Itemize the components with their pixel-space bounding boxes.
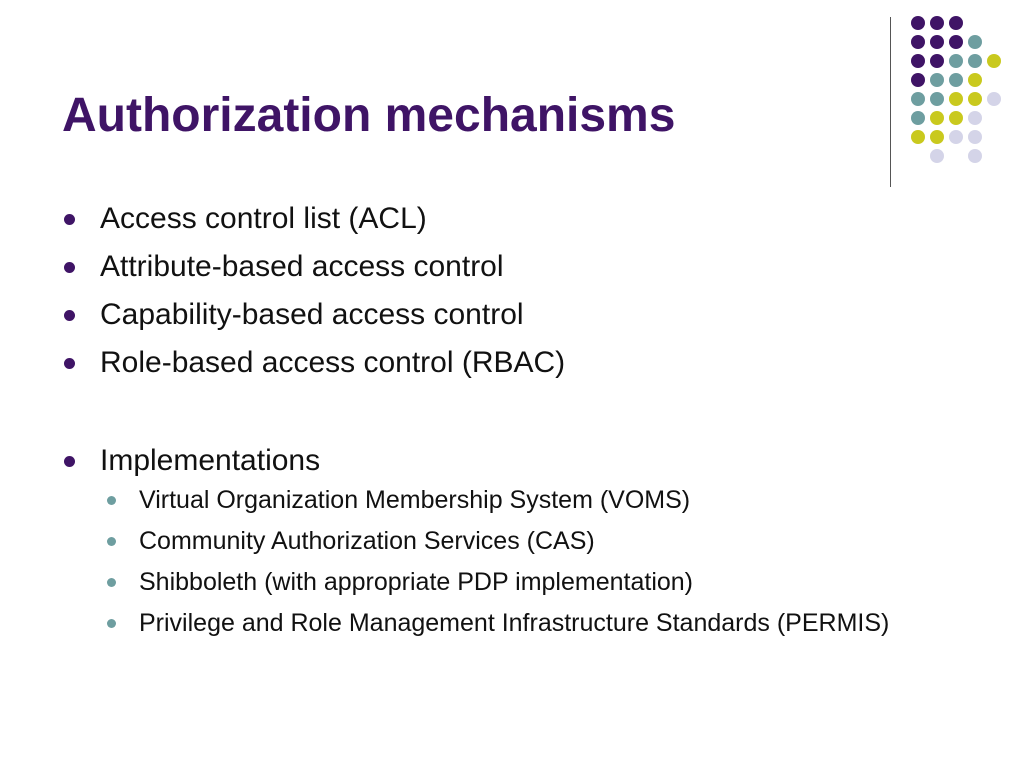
bullet-dot-icon: [64, 456, 75, 467]
slide-content: [62, 195, 962, 638]
decorative-dot: [930, 16, 944, 30]
decorative-dot: [949, 35, 963, 49]
sub-bullet-dot-icon: [107, 496, 116, 505]
decorative-dot: [911, 111, 925, 125]
decorative-dot: [968, 92, 982, 106]
decorative-dot: [911, 73, 925, 87]
decorative-dot: [968, 35, 982, 49]
bullet-text: Implementations: [100, 444, 321, 477]
decorative-dot: [949, 16, 963, 30]
bullet-dot-icon: [64, 214, 75, 225]
sub-bullet-text: Shibboleth (with appropriate PDP implementation): [139, 568, 694, 596]
decorative-dot: [968, 130, 982, 144]
sub-bullet-item: [100, 485, 939, 515]
decorative-dot: [930, 92, 944, 106]
decorative-dot: [911, 16, 925, 30]
sub-bullet-item: [100, 526, 939, 556]
sub-bullet-text: Community Authorization Services (CAS): [139, 527, 595, 555]
bullet-item-implementations: [62, 437, 962, 485]
sub-bullet-text: Privilege and Role Management Infrastructure Standards (PERMIS): [139, 609, 890, 637]
decorative-dot: [949, 73, 963, 87]
decorative-dot: [987, 92, 1001, 106]
bullet-text: Access control list (ACL): [100, 202, 427, 235]
sub-bullet-dot-icon: [107, 537, 116, 546]
bullet-text: Attribute-based access control: [100, 250, 504, 283]
decorative-dot: [949, 92, 963, 106]
bullet-text: Role-based access control (RBAC): [100, 346, 566, 379]
sub-bullet-text: Virtual Organization Membership System (VOMS): [139, 486, 691, 514]
slide-title: Authorization mechanisms: [62, 89, 676, 142]
decorative-dot: [911, 35, 925, 49]
spacer: [62, 387, 962, 437]
decorative-dot: [968, 111, 982, 125]
bullet-dot-icon: [64, 358, 75, 369]
decorative-dot: [930, 54, 944, 68]
sub-bullet-list: [62, 485, 962, 638]
decorative-dot: [968, 149, 982, 163]
bullet-item: [62, 291, 962, 339]
sub-bullet-dot-icon: [107, 619, 116, 628]
decorative-dot: [930, 111, 944, 125]
decorative-dot: [930, 35, 944, 49]
bullet-item: [62, 339, 962, 387]
decorative-dot: [949, 54, 963, 68]
bullet-dot-icon: [64, 310, 75, 321]
sub-bullet-dot-icon: [107, 578, 116, 587]
sub-bullet-item: [100, 567, 939, 597]
decorative-dot: [930, 130, 944, 144]
decorative-dot: [968, 54, 982, 68]
decorative-dot: [911, 130, 925, 144]
decorative-dot: [949, 130, 963, 144]
decorative-dot: [911, 92, 925, 106]
bullet-dot-icon: [64, 262, 75, 273]
sub-bullet-item: [100, 608, 939, 638]
decorative-dot: [968, 73, 982, 87]
decorative-dot: [987, 54, 1001, 68]
decorative-dot: [930, 149, 944, 163]
bullet-text: Capability-based access control: [100, 298, 524, 331]
decorative-dot: [911, 54, 925, 68]
bullet-item: [62, 195, 962, 243]
decorative-dot: [930, 73, 944, 87]
bullet-item: [62, 243, 962, 291]
decorative-dot: [949, 111, 963, 125]
vertical-divider: [890, 17, 891, 187]
